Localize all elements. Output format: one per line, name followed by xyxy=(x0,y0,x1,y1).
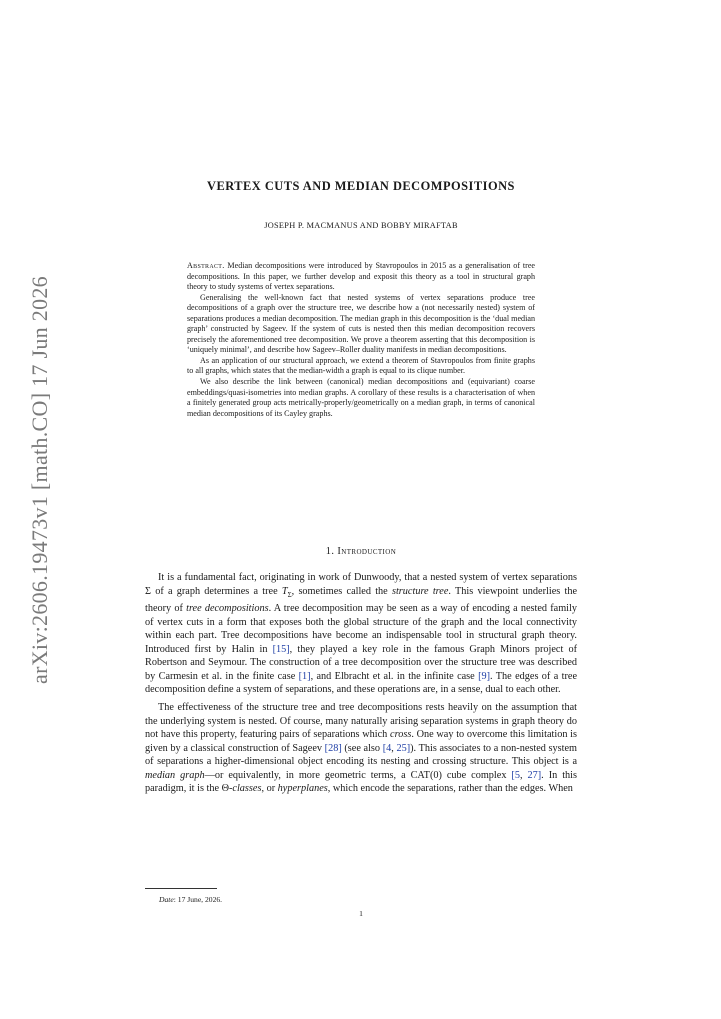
text-run: , xyxy=(519,769,528,781)
text-run: . In this paradigm, it is the Θ- xyxy=(145,769,577,795)
text-run: . This viewpoint underlies the theory of xyxy=(145,585,577,615)
citation-link[interactable]: [15] xyxy=(272,643,290,655)
tree-decompositions-term: tree decompositions xyxy=(186,603,269,615)
abstract-paragraph-3: As an application of our structural approach, we extend a theorem of Stavropoulos from finite graphs to all graphs, which states that the median-width a graph is equal to its clique number. xyxy=(187,355,535,376)
abstract-text-1: Median decompositions were introduced by Stavropoulos in 2015 as a generalisation of tree decompositions. In this paper, we further develop and exposit this theory as a tool in structural graph theory to study systems of vertex separations. xyxy=(187,261,536,292)
structure-tree-term: structure tree xyxy=(391,585,449,597)
cross-term: cross xyxy=(390,729,412,741)
citation-link[interactable]: 27] xyxy=(527,769,542,781)
math-tree-symbol: T xyxy=(281,585,288,597)
page-number: 1 xyxy=(359,909,363,918)
abstract-paragraph-4: We also describe the link between (canonical) median decompositions and (equivariant) coarse embeddings/quasi-isometries into median graphs. A corollary of these results is a characterisation of when a finitely generated group acts metrically-properly/geometrically on a median graph, in terms of canonical median decompositions of its Cayley graphs. xyxy=(187,377,535,418)
citation-link[interactable]: [9] xyxy=(478,670,491,682)
text-run: The effectiveness of the structure tree and tree decompositions rests heavily on the assumption that the underlying system is nested. Of course, many naturally arising separation systems in graph theory do not have this property, featuring pairs of separations which xyxy=(145,701,577,741)
arxiv-identifier-text: arXiv:2606.19473v1 [math.CO] 17 Jun 2026 xyxy=(27,276,52,684)
text-run: , which encode the separations, rather than the edges. When xyxy=(327,783,573,795)
footnote-divider xyxy=(145,888,217,889)
text-run: ). This associates to a non-nested system of separations a higher-dimensional object encoding its nesting and crossing structure. This object is a xyxy=(145,742,578,768)
text-run: , sometimes called the xyxy=(291,585,392,597)
intro-paragraph-2 xyxy=(145,701,577,796)
citation-link[interactable]: [4 xyxy=(382,742,392,754)
text-run: (see also xyxy=(341,742,383,754)
text-run: . A tree decomposition may be seen as a way of encoding a nested family of vertex cuts in a form that exposes both the global structure of the graph and the local connectivity within each part. Tree decompositions have become an indispensable tool in structural graph theory. Introduced first by Halin in xyxy=(145,603,577,655)
paper-title: VERTEX CUTS AND MEDIAN DECOMPOSITIONS xyxy=(207,179,515,193)
citation-link[interactable]: [5 xyxy=(511,769,520,781)
citation-link[interactable]: [28] xyxy=(324,742,342,754)
arxiv-identifier xyxy=(20,276,60,684)
text-run: It is a fundamental fact, originating in work of Dunwoody, that a nested system of vertex separations Σ of a graph determines a tree xyxy=(145,572,577,597)
abstract-label: Abstract. xyxy=(187,261,225,270)
text-run: , and Elbracht et al. in the infinite case xyxy=(310,670,479,682)
text-run: , xyxy=(391,742,397,754)
section-number: 1. xyxy=(325,546,335,557)
text-run: . The edges of a tree decomposition define a system of separations, and these operations are, in a sense, dual to each other. xyxy=(145,670,577,696)
paper-authors: JOSEPH P. MACMANUS AND BOBBY MIRAFTAB xyxy=(264,221,458,230)
classes-term: classes xyxy=(232,783,262,795)
intro-paragraph-1 xyxy=(145,571,577,697)
math-tree-subscript: Σ xyxy=(287,590,292,599)
footnote-text: : 17 June, 2026. xyxy=(173,895,223,904)
citation-link[interactable]: 25] xyxy=(396,742,411,754)
introduction-body xyxy=(145,571,577,800)
abstract-paragraph-2: Generalising the well-known fact that nested systems of vertex separations produce tree decompositions of a graph over the structure tree, we describe how a (not necessarily nested) system of separations produces a median decomposition. The median graph in this decomposition is the ‘dual median graph’ constructed by Sageev. If the system of cuts is nested then this median decomposition recovers precisely the aforementioned tree decomposition. We prove a theorem asserting that this decomposition is ‘uniquely minimal’, and describe how Sageev–Roller duality manifests in median decompositions. xyxy=(187,292,535,355)
hyperplanes-term: hyperplanes xyxy=(277,783,328,795)
section-title: Introduction xyxy=(337,546,397,557)
text-run: . One way to overcome this limitation is given by a classical construction of Sageev xyxy=(145,729,578,754)
text-run: , or xyxy=(261,783,278,795)
text-run: , they played a key role in the famous Graph Minors project of Robertson and Seymour. The construction of a tree decomposition over the structure tree was described by Carmesin et al. in the finite case xyxy=(145,643,578,682)
citation-link[interactable]: [1] xyxy=(298,670,311,682)
abstract-paragraph-1 xyxy=(187,261,535,293)
section-heading xyxy=(145,546,577,557)
median-graph-term: median graph xyxy=(145,769,205,781)
footnote-label: Date xyxy=(159,895,174,904)
text-run: —or equivalently, in more geometric terms, a CAT(0) cube complex xyxy=(204,769,512,781)
footnote xyxy=(159,895,222,904)
abstract xyxy=(187,261,535,419)
